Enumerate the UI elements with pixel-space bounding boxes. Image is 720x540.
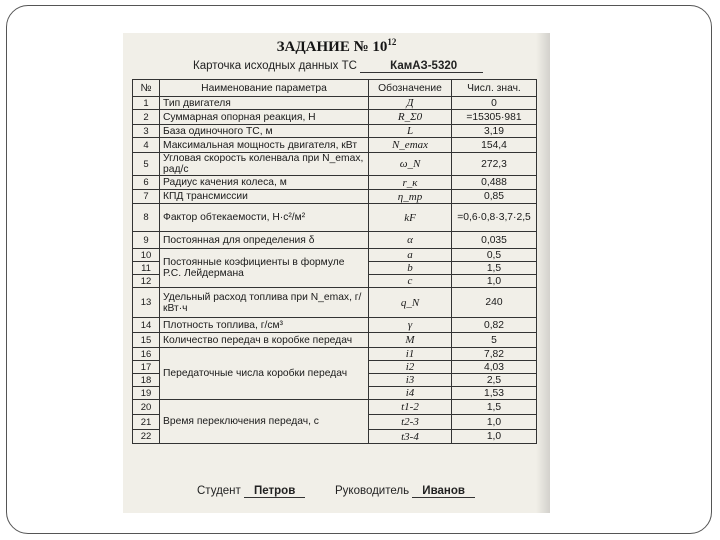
param-symbol: i2 <box>369 361 452 374</box>
table-row <box>133 97 537 110</box>
param-symbol: N_emax <box>369 138 452 153</box>
row-number: 6 <box>133 176 160 190</box>
row-number: 2 <box>133 110 160 125</box>
param-symbol: R_Σ0 <box>369 110 452 125</box>
row-number: 7 <box>133 190 160 204</box>
row-number: 8 <box>133 204 160 232</box>
param-value: 240 <box>452 288 537 318</box>
row-number: 3 <box>133 125 160 138</box>
param-name: Радиус качения колеса, м <box>160 176 369 190</box>
param-symbol: t2-3 <box>369 415 452 430</box>
param-value: 2,5 <box>452 374 537 387</box>
param-value: 272,3 <box>452 153 537 176</box>
param-value: 1,5 <box>452 262 537 275</box>
param-symbol: c <box>369 275 452 288</box>
table-header-row <box>133 80 537 97</box>
param-name: Фактор обтекаемости, Н·с²/м² <box>160 204 369 232</box>
param-name: Время переключения передач, с <box>160 400 369 444</box>
row-number: 16 <box>133 348 160 361</box>
page-title <box>123 37 550 56</box>
param-name: База одиночного ТС, м <box>160 125 369 138</box>
table-row <box>133 190 537 204</box>
param-symbol: α <box>369 232 452 249</box>
param-value: =0,6·0,8·3,7·2,5 <box>452 204 537 232</box>
parameters-table <box>132 79 537 444</box>
param-value: 154,4 <box>452 138 537 153</box>
supervisor-name: Иванов <box>412 485 475 498</box>
student-name: Петров <box>244 485 305 498</box>
param-name: Количество передач в коробке передач <box>160 333 369 348</box>
param-symbol: b <box>369 262 452 275</box>
row-number: 4 <box>133 138 160 153</box>
table-row <box>133 153 537 176</box>
param-name: Максимальная мощность двигателя, кВт <box>160 138 369 153</box>
table-row <box>133 204 537 232</box>
row-number: 11 <box>133 262 160 275</box>
param-value: 0,035 <box>452 232 537 249</box>
header-name: Наименование параметра <box>160 80 369 97</box>
vehicle-model: КамАЗ-5320 <box>360 60 483 73</box>
param-symbol: M <box>369 333 452 348</box>
row-number: 12 <box>133 275 160 288</box>
table-row <box>133 125 537 138</box>
table-row <box>133 138 537 153</box>
param-value: 0,5 <box>452 249 537 262</box>
param-symbol: ω_N <box>369 153 452 176</box>
header-symbol: Обозначение <box>369 80 452 97</box>
param-symbol: i4 <box>369 387 452 400</box>
header-value: Числ. знач. <box>452 80 537 97</box>
table-row <box>133 333 537 348</box>
param-name: КПД трансмиссии <box>160 190 369 204</box>
table-row <box>133 318 537 333</box>
row-number: 14 <box>133 318 160 333</box>
student-label: Студент <box>197 485 241 497</box>
supervisor-signature <box>335 485 475 498</box>
table-row <box>133 176 537 190</box>
param-value: 3,19 <box>452 125 537 138</box>
param-name: Угловая скорость коленвала при N_emax, рад/с <box>160 153 369 176</box>
table-row <box>133 232 537 249</box>
param-value: 5 <box>452 333 537 348</box>
table-row <box>133 400 537 415</box>
param-symbol: L <box>369 125 452 138</box>
param-value: 4,03 <box>452 361 537 374</box>
param-name: Плотность топлива, г/см³ <box>160 318 369 333</box>
param-symbol: a <box>369 249 452 262</box>
row-number: 13 <box>133 288 160 318</box>
param-value: 0,488 <box>452 176 537 190</box>
title-text: ЗАДАНИЕ № 10 <box>276 39 388 55</box>
param-symbol: γ <box>369 318 452 333</box>
param-value: 1,0 <box>452 430 537 444</box>
header-num: № <box>133 80 160 97</box>
param-value: 1,53 <box>452 387 537 400</box>
row-number: 21 <box>133 415 160 430</box>
param-symbol: i1 <box>369 348 452 361</box>
row-number: 17 <box>133 361 160 374</box>
row-number: 18 <box>133 374 160 387</box>
student-signature <box>197 485 305 498</box>
row-number: 15 <box>133 333 160 348</box>
scan-shadow <box>536 33 550 513</box>
table-row <box>133 249 537 262</box>
param-symbol: t1-2 <box>369 400 452 415</box>
row-number: 10 <box>133 249 160 262</box>
param-symbol: η_тр <box>369 190 452 204</box>
row-number: 19 <box>133 387 160 400</box>
row-number: 22 <box>133 430 160 444</box>
row-number: 1 <box>133 97 160 110</box>
param-name: Суммарная опорная реакция, Н <box>160 110 369 125</box>
param-value: 1,5 <box>452 400 537 415</box>
param-value: 0 <box>452 97 537 110</box>
supervisor-label: Руководитель <box>335 485 410 497</box>
param-symbol: kF <box>369 204 452 232</box>
table-row <box>133 288 537 318</box>
table-row <box>133 110 537 125</box>
param-value: 7,82 <box>452 348 537 361</box>
param-value: 0,85 <box>452 190 537 204</box>
row-number: 5 <box>133 153 160 176</box>
param-name: Постоянные коэфициенты в формуле Р.С. Лейдермана <box>160 249 369 288</box>
scanned-page <box>123 33 550 513</box>
param-value: 1,0 <box>452 415 537 430</box>
param-name: Постоянная для определения δ <box>160 232 369 249</box>
card-line <box>193 60 483 73</box>
row-number: 20 <box>133 400 160 415</box>
param-symbol: Д <box>369 97 452 110</box>
param-name: Удельный расход топлива при N_emax, г/кВт·ч <box>160 288 369 318</box>
card-label: Карточка исходных данных ТС <box>193 60 357 72</box>
title-superscript: 12 <box>387 37 397 47</box>
param-value: =15305·981 <box>452 110 537 125</box>
param-value: 1,0 <box>452 275 537 288</box>
param-value: 0,82 <box>452 318 537 333</box>
param-name: Передаточные числа коробки передач <box>160 348 369 400</box>
param-symbol: r_к <box>369 176 452 190</box>
param-symbol: q_N <box>369 288 452 318</box>
param-symbol: t3-4 <box>369 430 452 444</box>
param-name: Тип двигателя <box>160 97 369 110</box>
param-symbol: i3 <box>369 374 452 387</box>
table-body <box>133 97 537 444</box>
row-number: 9 <box>133 232 160 249</box>
table-row <box>133 348 537 361</box>
